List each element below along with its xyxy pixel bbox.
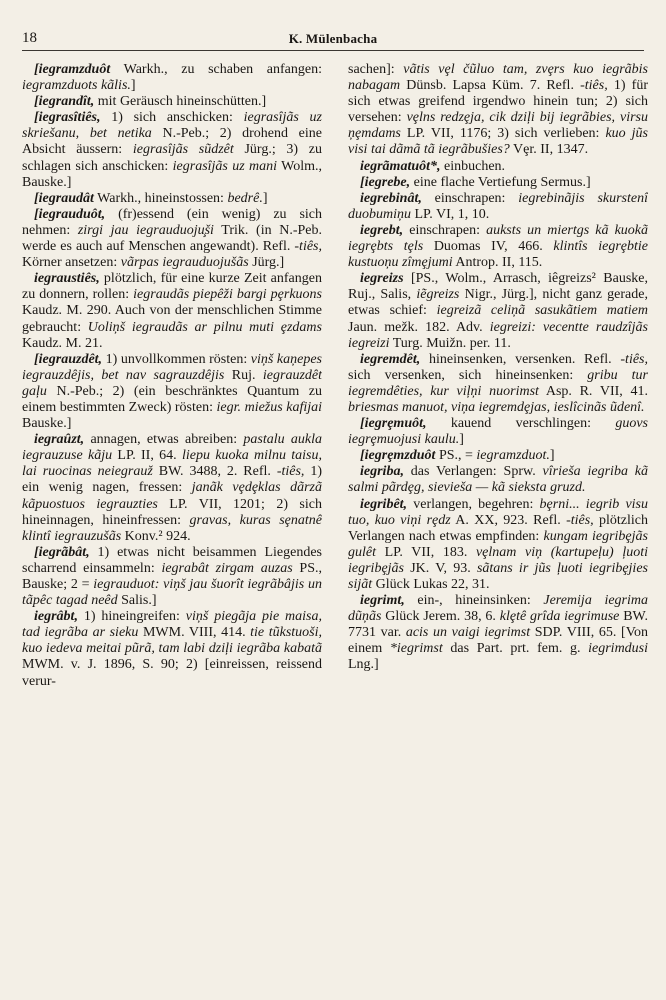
definition-text: LP. VII, 1176; 3) sich verlieben: (400, 126, 606, 142)
headword: iegreizs (360, 271, 404, 287)
definition-text: eine flache Vertiefung Sermus.] (410, 174, 591, 190)
definition-text: ] (262, 190, 268, 206)
example-text: iegrebinãjis skurstenî duobumiņu (348, 190, 648, 222)
definition-text: LP. VII, 1201; 2) sich hineinnagen, hineinfressen: (22, 496, 322, 528)
definition-text: PS., Bauske; 2 = (22, 560, 322, 592)
headword: [iegrandît, (34, 94, 95, 110)
example-text: briesmas manuot, viņa iegremdȩjas, ieslîcinãs ũdenî. (348, 399, 645, 415)
definition-text: verlangen, begehren: (407, 496, 540, 512)
definition-text: einschrapen: (403, 222, 487, 238)
definition-text: 1) hineingreifen: (77, 609, 186, 625)
dictionary-entry (22, 432, 322, 545)
definition-text: hineinsenken, versenken. Refl. (420, 351, 621, 367)
example-text: -tiês, (580, 78, 608, 94)
example-text: vãtis vȩl čũluo tam, zvȩrs kuo iegrãbis nabagam (348, 62, 648, 94)
definition-text: sich versenken, sich hineinsenken: (348, 367, 588, 383)
example-text: iegramzduots kãlis. (22, 78, 131, 94)
definition-text: Konv.² 924. (121, 528, 191, 544)
example-text: vȩlns redzȩja, cik dziļi bij iegrãbies, virsu ņȩmdams (348, 110, 648, 142)
dictionary-entry (348, 223, 648, 271)
definition-text: A. XX, 923. Refl. (450, 512, 567, 528)
definition-text: annagen, etwas abreiben: (84, 432, 244, 448)
headword: iegribêt, (360, 496, 408, 512)
example-text: iegreizã celiņã sasukãtiem matiem (436, 303, 648, 319)
example-text: iegreizi: vecentte raudzîjãs iegreizi (348, 319, 648, 351)
dictionary-entry (348, 352, 648, 416)
definition-text: ] (459, 432, 464, 448)
headword: [iegrebe, (360, 174, 411, 190)
dictionary-entry (348, 271, 648, 351)
example-text: klintîs iegrȩbtie kustuoņu zîmȩjumi (348, 239, 648, 271)
running-title: K. Mülenbacha (288, 31, 378, 46)
example-text: iegraudãs piepêži bargi pȩrkuons (133, 287, 322, 303)
definition-text: kauend verschlingen: (426, 416, 616, 432)
example-text: bȩrni... iegrib visu tuo, kuo viņi rȩdz (348, 496, 648, 528)
example-text: -tiês, (566, 512, 594, 528)
definition-text: mit Geräusch hineinschütten.] (94, 94, 267, 110)
dictionary-entry (22, 545, 322, 609)
example-text: vȩlnam viņ (kartupeļu) ļuoti iegribȩjãs (348, 544, 648, 576)
definition-text: einschrapen: (421, 190, 519, 206)
example-text: -tiês, (294, 239, 322, 255)
headword: [iegramzduôt (34, 62, 111, 77)
definition-text: Körner ansetzen: (22, 255, 121, 271)
headword: [iegrãbât, (34, 544, 90, 560)
definition-text: Nigr., Jürg.], nicht ganz gerade, etwas schief: (348, 287, 648, 319)
definition-text: MWM. v. J. 1896, S. 90; 2) [einreissen, reissend verur- (22, 657, 322, 689)
definition-text: ] (549, 448, 555, 464)
definition-text: ein-, hineinsinken: (404, 593, 544, 609)
running-header (22, 28, 644, 51)
definition-text: Turg. Muižn. per. 11. (389, 335, 511, 351)
example-text: liepu kuoka milnu taisu, lai ruocinas neiegrauž (22, 448, 322, 480)
dictionary-entry (22, 609, 322, 689)
definition-text: LP. VI, 1, 10. (411, 206, 490, 222)
example-text: janãk vȩdȩklas dãrzã kãpuostuos iegrauzties (22, 480, 322, 512)
dictionary-entry (348, 593, 648, 673)
example-text: iegrasîjãs sũdzêt (132, 142, 234, 158)
headword: iegraustiês, (34, 271, 100, 287)
example-text: pastalu aukla iegrauzuse kãju (22, 432, 322, 464)
dictionary-entry (22, 191, 322, 207)
example-text: kungam iegribȩjãs gulêt (348, 528, 648, 560)
definition-text: Bauske.] (22, 416, 72, 432)
definition-text: LP. II, 64. (112, 448, 182, 464)
definition-text: Trik. (in N.-Peb. werde es auch auf Menschen angewandt). Refl. (22, 222, 322, 255)
definition-text: das Part. prt. fem. g. (442, 641, 589, 657)
definition-text: Salis.] (117, 593, 157, 609)
example-text: iegrasîjãs uz skriešanu, bet netika (22, 110, 322, 142)
left-column (22, 62, 322, 988)
dictionary-entry (348, 464, 648, 496)
definition-text: plötzlich, für eine kurze Zeit anfangen zu donnern, rollen: (22, 271, 322, 303)
headword: iegrimt, (360, 593, 405, 609)
definition-text: N.-Peb.; 2) (ein beschränktes Quantum zu einem bestimmten Zweck) rösten: (22, 383, 322, 415)
definition-text: Jürg.] (248, 255, 285, 271)
definition-text: Dünsb. Lapsa Küm. 7. Refl. (400, 78, 581, 94)
example-text: -tiês, (620, 351, 648, 367)
example-text: iẽgreizs (416, 287, 460, 303)
example-text: iegrauduot: viņš jau šuorît iegrãbâjis un tãpêc tagad neêd (22, 577, 322, 609)
example-text: kuo jũs visi tai dãmã tã iegrãbušies? (348, 126, 648, 158)
definition-text: BW. 3488, 2. Refl. (152, 464, 277, 480)
dictionary-entry (348, 159, 648, 175)
definition-text: Duomas IV, 466. (423, 239, 554, 255)
right-column (348, 62, 648, 988)
example-text: zirgi jau iegrauduoju̧ši (77, 222, 214, 238)
dictionary-entry (22, 110, 322, 190)
definition-text: Jaun. mežk. 182. Adv. (348, 319, 490, 335)
example-text: klȩtê grîda iegrimuse (499, 609, 620, 625)
headword: [iegrȩmuôt, (360, 416, 427, 432)
dictionary-entry (348, 191, 648, 223)
example-text: iegrimdusi (588, 641, 648, 657)
definition-text: LP. VII, 183. (376, 544, 476, 560)
definition-text: (fr)essend (ein wenig) zu sich nehmen: (22, 206, 322, 238)
example-text: tie tũkstuoši, kuo iedeva meitai pũrã, tam labi dziļi iegrãba kabatã (22, 625, 322, 657)
example-text: vîriešа iegriba kã salmi pãrdȩg, sieviešа — kã sieksta gruzd. (348, 464, 648, 496)
example-text: sãtans ir jũs ļuoti iegribȩjies sijãt (348, 560, 648, 592)
definition-text: 1) für sich etwas greifend irgendwo hinein tun; 2) sich versehen: (348, 78, 648, 126)
example-text: *iegrimst (389, 641, 443, 657)
example-text: iegrauzdêt gaļu (22, 367, 322, 399)
definition-text: Glück Lukas 22, 31. (372, 577, 490, 592)
headword: [iegrauduôt, (34, 206, 106, 222)
definition-text: [PS., Wolm., Arrasch, iêgreizs² Bauske, Ruj., Salis, (348, 271, 648, 303)
definition-text: Ruj. (224, 367, 263, 383)
example-text: Uoliņš iegraudãs ar pilnu muti ȩzdams (87, 319, 322, 335)
example-text: guovs iegrȩmuojusi kaulu. (348, 416, 648, 448)
example-text: gribu tur iegremdêties, kur viļņi nuorimst (348, 367, 648, 399)
headword: iegrãmatuôt*, (360, 158, 441, 174)
definition-text: Asp. R. VII, 41. (538, 383, 648, 399)
headword: iegraûzt, (34, 432, 85, 448)
definition-text: Warkh., zu schaben anfangen: (110, 62, 322, 77)
headword: [iegraudât (34, 190, 94, 206)
definition-text: Kaudz. M. 290. Auch von der menschlichen Stimme gebraucht: (22, 303, 322, 335)
text-columns (22, 62, 648, 988)
example-text: Jeremija iegrima dũņãs (348, 593, 648, 625)
example-text: acis un vaigi iegrimst (405, 625, 531, 641)
example-text: iegramzduot. (476, 448, 550, 464)
definition-text: 1) unvollkommen rösten: (102, 351, 251, 367)
headword: [iegrauzdêt, (34, 351, 103, 367)
dictionary-entry (22, 352, 322, 432)
definition-text: MWM. VIII, 414. (138, 625, 251, 641)
example-text: iegrasîjãs uz mani (172, 158, 278, 174)
definition-text: SDP. VIII, 65. [Von einem (348, 625, 648, 657)
example-text: bedrê. (227, 190, 263, 206)
definition-text: Vȩr. II, 1347. (509, 142, 589, 158)
dictionary-entry (22, 62, 322, 94)
definition-text: Wolm., Bauske.] (22, 158, 322, 190)
headword: [iegrȩmzduôt (360, 448, 436, 464)
definition-text: plötzlich Verlangen nach etwas empfinden: (348, 512, 648, 544)
dictionary-entry (22, 271, 322, 351)
definition-text: einbuchen. (440, 158, 506, 174)
definition-text: JK. V, 93. (404, 560, 477, 576)
headword: iegrebinât, (360, 190, 422, 206)
headword: [iegrasîtiês, (34, 110, 101, 126)
dictionary-entry (348, 448, 648, 464)
example-text: viņš kaņepes iegrauzdêjis, bet nav sagrauzdêjis (22, 351, 322, 383)
example-text: iegr. miežus kafijai (216, 399, 322, 415)
dictionary-entry (22, 207, 322, 271)
definition-text: N.-Peb.; 2) drohend eine Absicht äussern: (22, 126, 322, 158)
example-text: iegrabât zirgam auzas (161, 560, 293, 576)
dictionary-entry (348, 175, 648, 191)
example-text: viņš piegãja pie maisa, tad iegrãba ar sieku (22, 609, 322, 641)
definition-text: Warkh., hineinstossen: (93, 190, 228, 206)
example-text: gravas, kuras sȩnatnê klintî iegrauzušãs (22, 512, 322, 544)
definition-text: PS., = (435, 448, 477, 464)
definition-text: BW. 7731 var. (348, 609, 648, 641)
definition-text: sachen]: (348, 62, 404, 77)
definition-text: Antrop. II, 115. (452, 255, 543, 271)
headword: iegrâbt, (34, 609, 78, 625)
headword: iegremdêt, (360, 351, 421, 367)
example-text: vãrpas iegrauduojušãs (120, 255, 249, 271)
dictionary-entry (348, 497, 648, 594)
definition-text: Kaudz. M. 21. (22, 335, 103, 351)
example-text: auksts un miertgs kã kuokã iegrȩbts tȩls (348, 222, 648, 255)
definition-text: Lng.] (348, 657, 379, 673)
headword: iegrebt, (360, 222, 404, 238)
definition-text: 1) etwas nicht beisammen Liegendes scharrend einsammeln: (22, 544, 322, 576)
definition-text: 1) ein wenig nagen, fressen: (22, 464, 322, 496)
example-text: -tiês, (276, 464, 305, 480)
definition-text: das Verlangen: Sprw. (403, 464, 543, 480)
entry-continuation (348, 62, 648, 159)
dictionary-entry (348, 416, 648, 448)
dictionary-entry (22, 94, 322, 110)
definition-text: Glück Jerem. 38, 6. (381, 609, 500, 625)
definition-text: Jürg.; 3) zu schlagen sich anschicken: (22, 142, 322, 174)
definition-text: 1) sich anschicken: (100, 110, 244, 126)
headword: iegriba, (360, 464, 404, 480)
definition-text: ] (130, 78, 136, 94)
page-number: 18 (22, 30, 37, 46)
